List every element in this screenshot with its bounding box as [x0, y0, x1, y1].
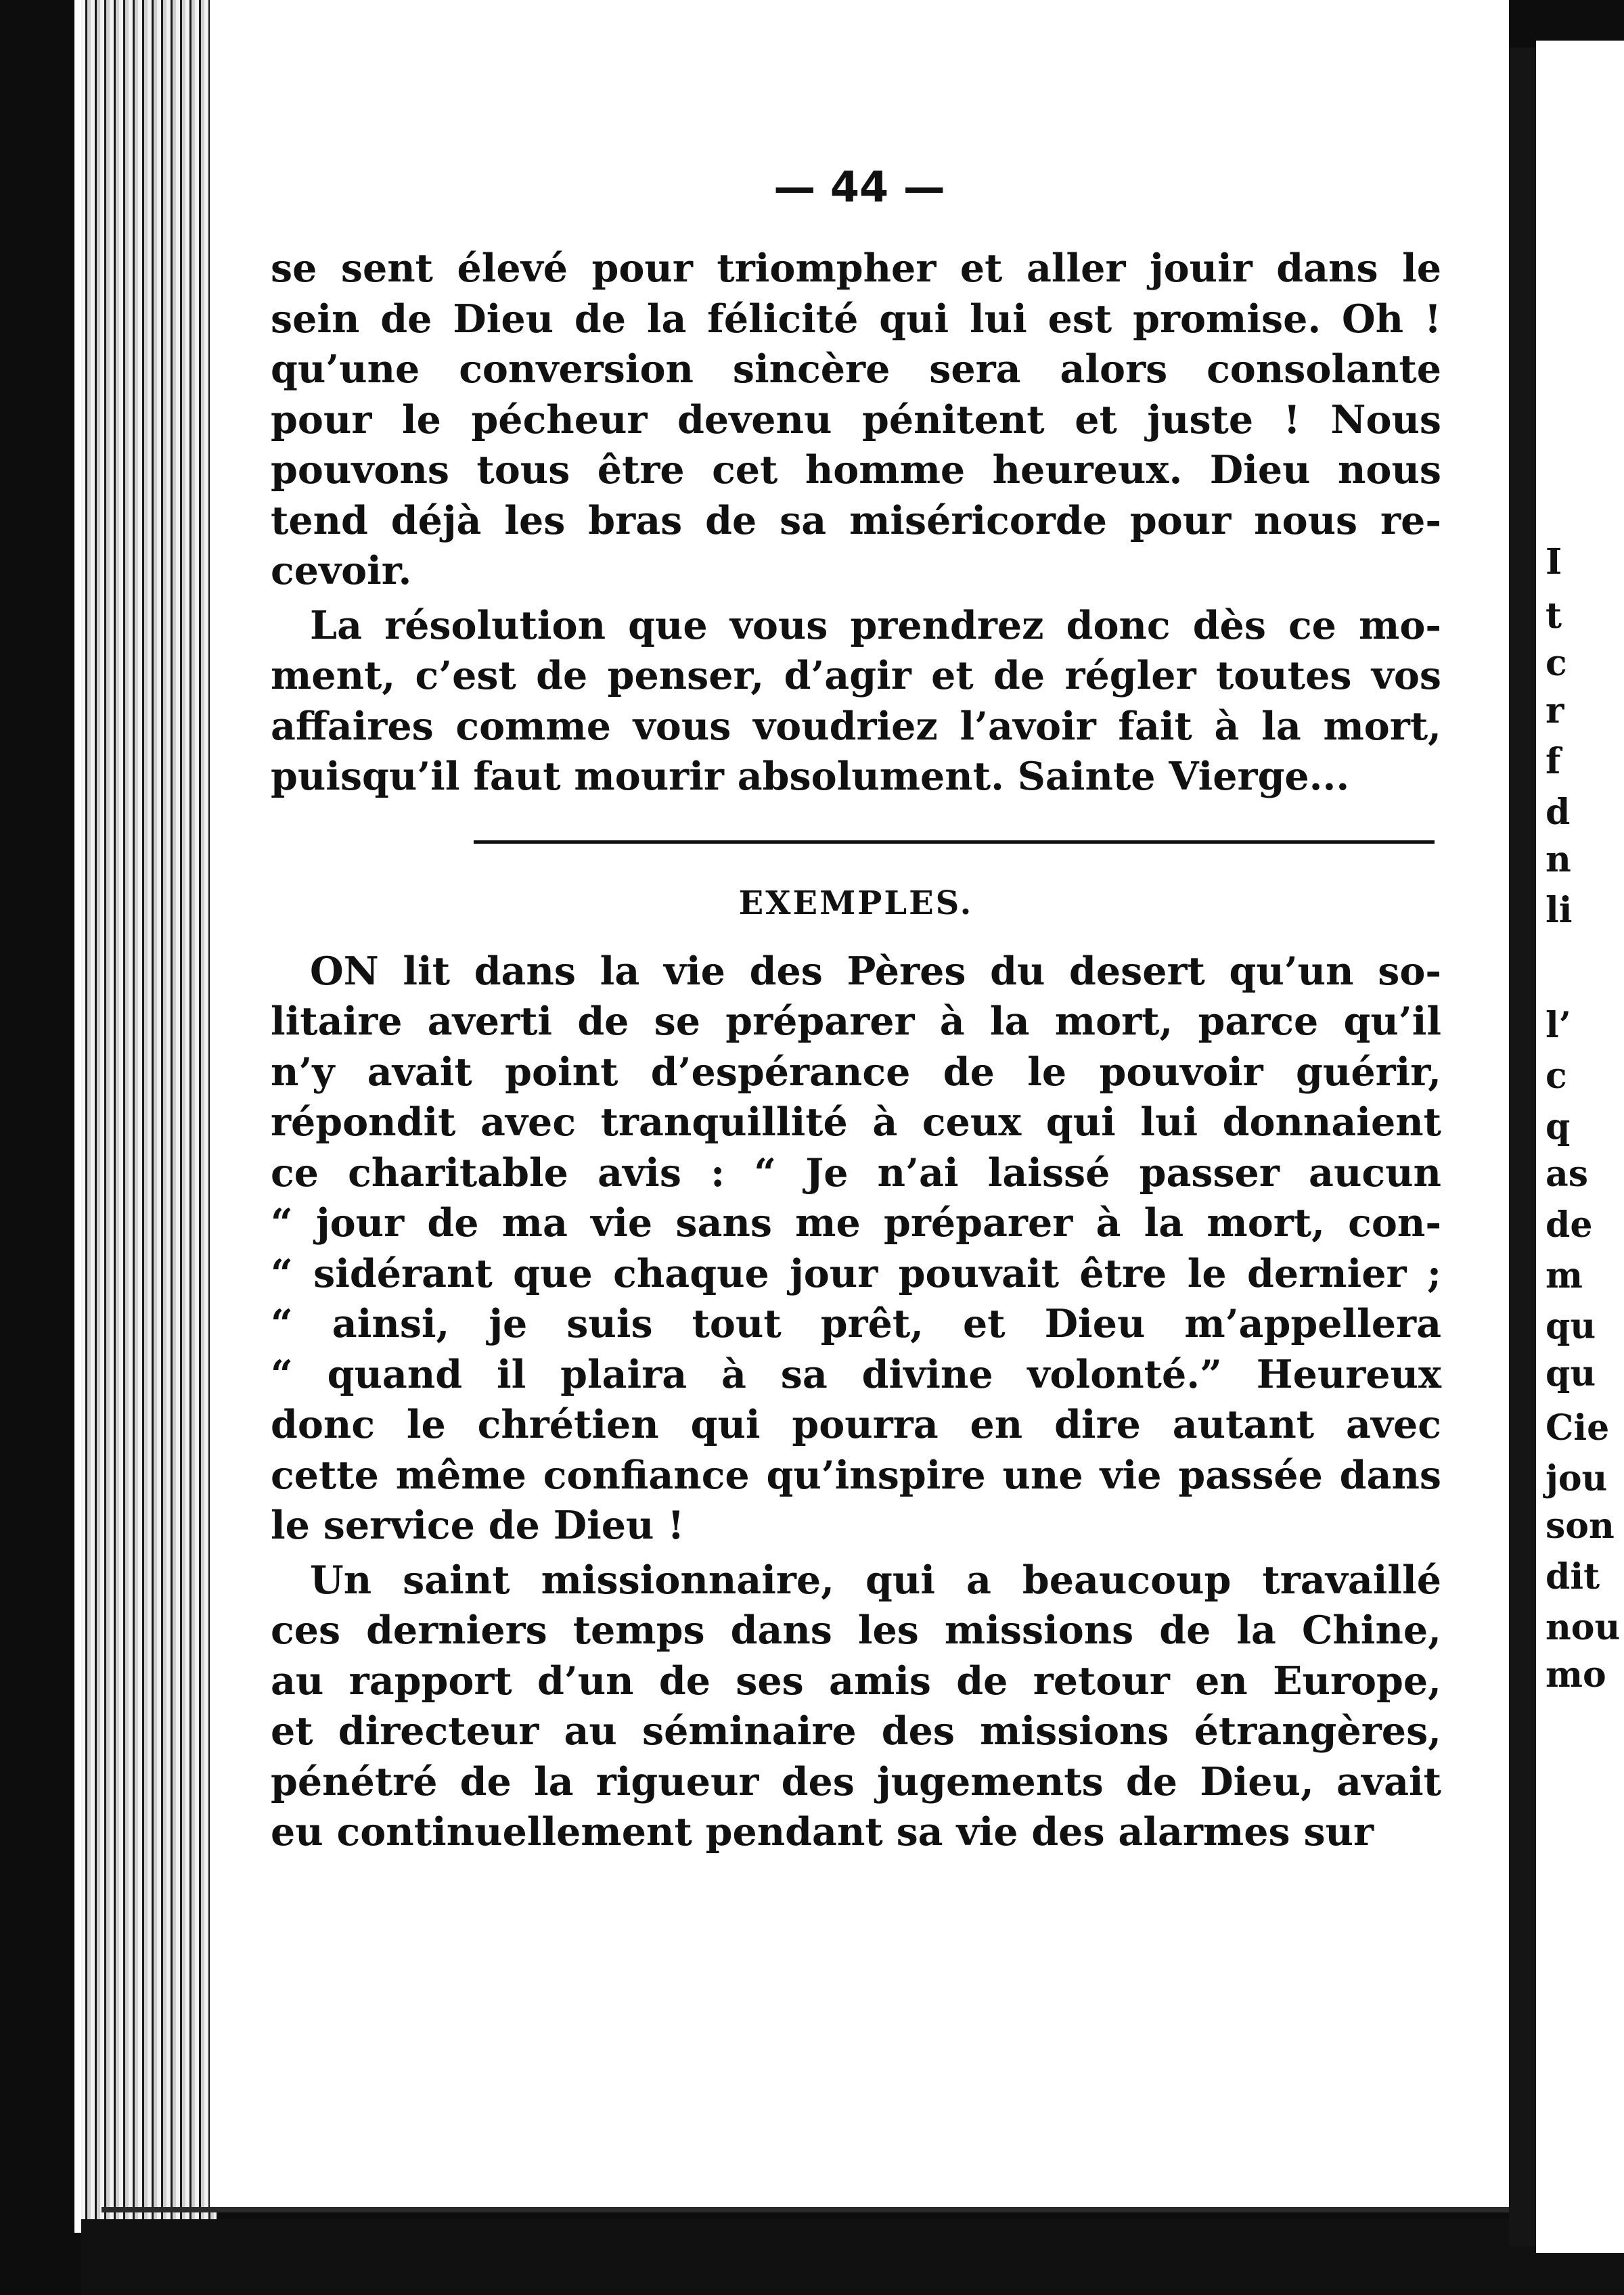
facing-page-text-fragment: m: [1546, 1255, 1583, 1296]
text-line: puisqu’il faut mourir absolument. Sainte Vierge...: [271, 754, 1350, 799]
paragraph: [271, 947, 1441, 1551]
text-line: ON lit dans la vie des Pères du desert qu’un so-: [310, 948, 1441, 994]
facing-page-text-fragment: qu: [1546, 1353, 1596, 1394]
facing-page: [1536, 41, 1624, 2253]
text-line: ment, c’est de penser, d’agir et de régler toutes vos: [271, 653, 1441, 698]
text-line: répondit avec tranquillité à ceux qui lui donnaient: [271, 1099, 1441, 1145]
facing-page-text-fragment: son: [1546, 1505, 1615, 1547]
text-line: ces derniers temps dans les missions de la Chine,: [271, 1608, 1441, 1653]
facing-page-text-fragment: mo: [1546, 1654, 1606, 1696]
paragraph: [271, 244, 1441, 597]
text-line: La résolution que vous prendrez donc dès ce mo-: [310, 602, 1441, 648]
text-line: tend déjà les bras de sa miséricorde pour nous re-: [271, 497, 1441, 543]
facing-page-text-fragment: n: [1546, 839, 1571, 880]
facing-page-text-fragment: t: [1546, 595, 1562, 637]
text-line: pour le pécheur devenu pénitent et juste ! Nous: [271, 396, 1441, 442]
facing-page-text-fragment: l’: [1546, 1005, 1571, 1046]
top-section: [271, 244, 1441, 802]
text-line: donc le chrétien qui pourra en dire autant avec: [271, 1402, 1441, 1447]
examples-heading: EXEMPLES.: [738, 884, 974, 922]
facing-page-text-fragment: I: [1546, 541, 1562, 583]
facing-page-text-fragment: qu: [1546, 1306, 1596, 1347]
text-line: ce charitable avis : “ Je n’ai laissé passer aucun: [271, 1150, 1441, 1196]
text-line: le service de Dieu !: [271, 1503, 685, 1548]
text-line: litaire averti de se préparer à la mort, parce qu’il: [271, 999, 1441, 1044]
text-line: “ sidérant que chaque jour pouvait être le dernier ;: [271, 1250, 1441, 1296]
page-bottom-edge: [102, 2207, 1509, 2212]
text-line: qu’une conversion sincère sera alors consolante: [271, 346, 1441, 392]
paragraph: [271, 1555, 1441, 1858]
facing-page-text-fragment: dit: [1546, 1556, 1600, 1597]
facing-page-text-fragment: nou: [1546, 1607, 1621, 1648]
text-line: cevoir.: [271, 548, 412, 593]
text-line: se sent élevé pour triompher et aller jouir dans le: [271, 246, 1441, 291]
facing-page-text-fragment: f: [1546, 741, 1561, 782]
section-divider: [474, 840, 1435, 844]
text-line: Un saint missionnaire, qui a beaucoup travaillé: [310, 1557, 1441, 1603]
book-page-stack-edge: [81, 0, 217, 2233]
paragraph: [271, 601, 1441, 802]
text-line: “ ainsi, je suis tout prêt, et Dieu m’appellera: [271, 1301, 1441, 1346]
text-line: n’y avait point d’espérance de le pouvoir guérir,: [271, 1049, 1441, 1095]
examples-section: [271, 947, 1441, 1858]
text-line: cette même confiance qu’inspire une vie passée dans: [271, 1452, 1441, 1498]
main-text-block: [271, 244, 1441, 1858]
text-line: “ quand il plaira à sa divine volonté.” Heureux: [271, 1351, 1441, 1397]
text-line: au rapport d’un de ses amis de retour en Europe,: [271, 1658, 1441, 1704]
facing-page-text-fragment: Cie: [1546, 1407, 1610, 1449]
text-line: affaires comme vous voudriez l’avoir fait à la mort,: [271, 703, 1441, 749]
text-line: sein de Dieu de la félicité qui lui est promise. Oh !: [271, 296, 1441, 342]
facing-page-gutter: [1509, 47, 1536, 2246]
facing-page-text-fragment: r: [1546, 690, 1564, 731]
text-line: “ jour de ma vie sans me préparer à la mort, con-: [271, 1200, 1441, 1246]
text-line: pouvons tous être cet homme heureux. Dieu nous: [271, 447, 1441, 493]
facing-page-text-fragment: as: [1546, 1154, 1588, 1195]
text-line: eu continuellement pendant sa vie des alarmes sur: [271, 1809, 1374, 1855]
page-number: — 44 —: [773, 162, 945, 212]
facing-page-text-fragment: d: [1546, 792, 1571, 833]
bottom-shadow: [81, 2219, 1624, 2295]
facing-page-text-fragment: jou: [1546, 1458, 1608, 1499]
facing-page-text-fragment: li: [1546, 890, 1573, 931]
facing-page-text-fragment: q: [1546, 1106, 1571, 1148]
facing-page-text-fragment: c: [1546, 643, 1567, 684]
text-line: pénétré de la rigueur des jugements de Dieu, avait: [271, 1758, 1441, 1804]
facing-page-text-fragment: de: [1546, 1204, 1593, 1246]
text-line: et directeur au séminaire des missions étrangères,: [271, 1708, 1441, 1754]
facing-page-text-fragment: c: [1546, 1055, 1567, 1097]
